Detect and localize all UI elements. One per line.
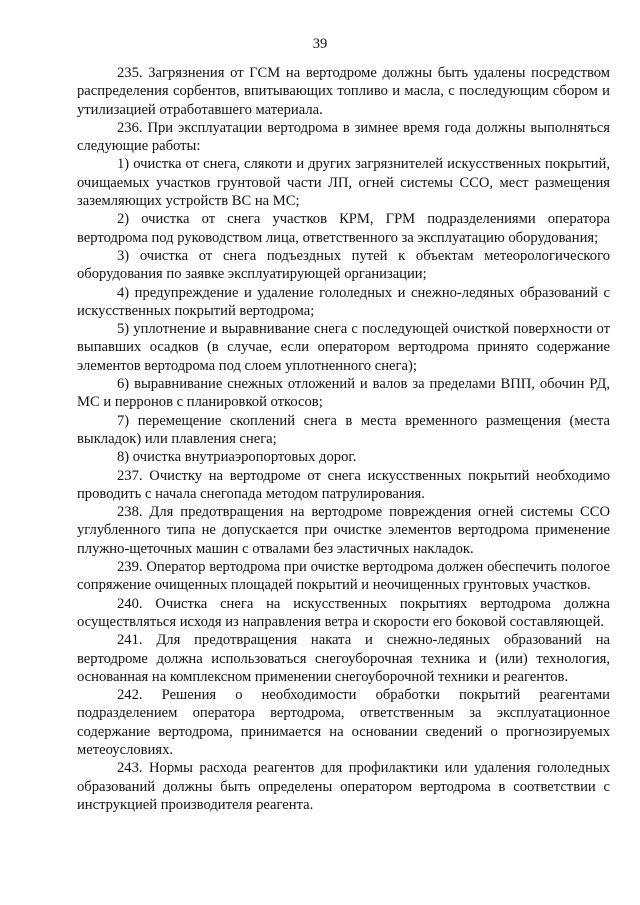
page-number: 39 (312, 36, 328, 52)
paragraph-240: 240. Очистка снега на искусственных покрытиях вертодрома должна осуществляться исходя из направления ветра и скорости его боковой составляющей. (77, 595, 610, 630)
list-item-3: 3) очистка от снега подъездных путей к объектам метеорологического оборудования по заявке эксплуатирующей организации; (77, 247, 610, 283)
paragraph-235: 235. Загрязнения от ГСМ на вертодроме должны быть удалены посредством распределения сорбентов, впитывающих топливо и масла, с последующим сбором и утилизацией отработавшего материала. (77, 65, 610, 118)
paragraph-242: 242. Решения о необходимости обработки покрытий реагентами подразделением оператора вертодрома, ответственным за эксплуатационное содержание вертодрома, принимается на основании сведений о прогнозируемых метеоусловиях. (77, 687, 610, 758)
list-item-4: 4) предупреждение и удаление гололедных и снежно-ледяных образований с искусственных покрытий вертодрома; (77, 284, 610, 319)
document-body (77, 64, 610, 814)
paragraph-243: 243. Нормы расхода реагентов для профилактики или удаления гололедных образований должны быть определены оператором вертодрома в соответствии с инструкцией производителя реагента. (77, 760, 610, 813)
list-item-8: 8) очистка внутриаэропортовых дорог. (117, 449, 357, 466)
list-item-5: 5) уплотнение и выравнивание снега с последующей очисткой поверхности от выпавших осадков (в случае, если оператором вертодрома принято содержание элементов вертодрома под слоем уплотненного снега); (77, 321, 610, 374)
paragraph-241: 241. Для предотвращения наката и снежно-ледяных образований на вертодроме должна использоваться снегоуборочная техника и (или) технология, основанная на комплексном применении снегоуборочной техники и реагентов. (77, 632, 610, 685)
list-item-1: 1) очистка от снега, слякоти и других загрязнителей искусственных покрытий, очищаемых участков грунтовой части ЛП, огней системы ССО, мест размещения заземляющих устройств ВС на МС; (77, 156, 610, 210)
paragraph-236: 236. При эксплуатации вертодрома в зимнее время года должны выполняться следующие работы: (77, 119, 610, 155)
paragraph-237: 237. Очистку на вертодроме от снега искусственных покрытий необходимо проводить с начала снегопада методом патрулирования. (77, 467, 610, 502)
list-item-2: 2) очистка от снега участков КРМ, ГРМ подразделениями оператора вертодрома под руководством лица, ответственного за эксплуатацию оборудования; (77, 211, 610, 246)
paragraph-238: 238. Для предотвращения на вертодроме повреждения огней системы ССО углубленного типа не допускается при очистке элементов вертодрома применение плужно-щеточных машин с отвалами без эластичных накладок. (77, 504, 610, 557)
list-item-6: 6) выравнивание снежных отложений и валов за пределами ВПП, обочин РД, МС и перронов с планировкой откосов; (77, 376, 610, 411)
paragraph-239: 239. Оператор вертодрома при очистке вертодрома должен обеспечить пологое сопряжение очищенных площадей покрытий и неочищенных грунтовых участков. (77, 559, 610, 594)
list-item-7: 7) перемещение скоплений снега в места временного размещения (места выкладок) или плавления снега; (77, 412, 610, 447)
